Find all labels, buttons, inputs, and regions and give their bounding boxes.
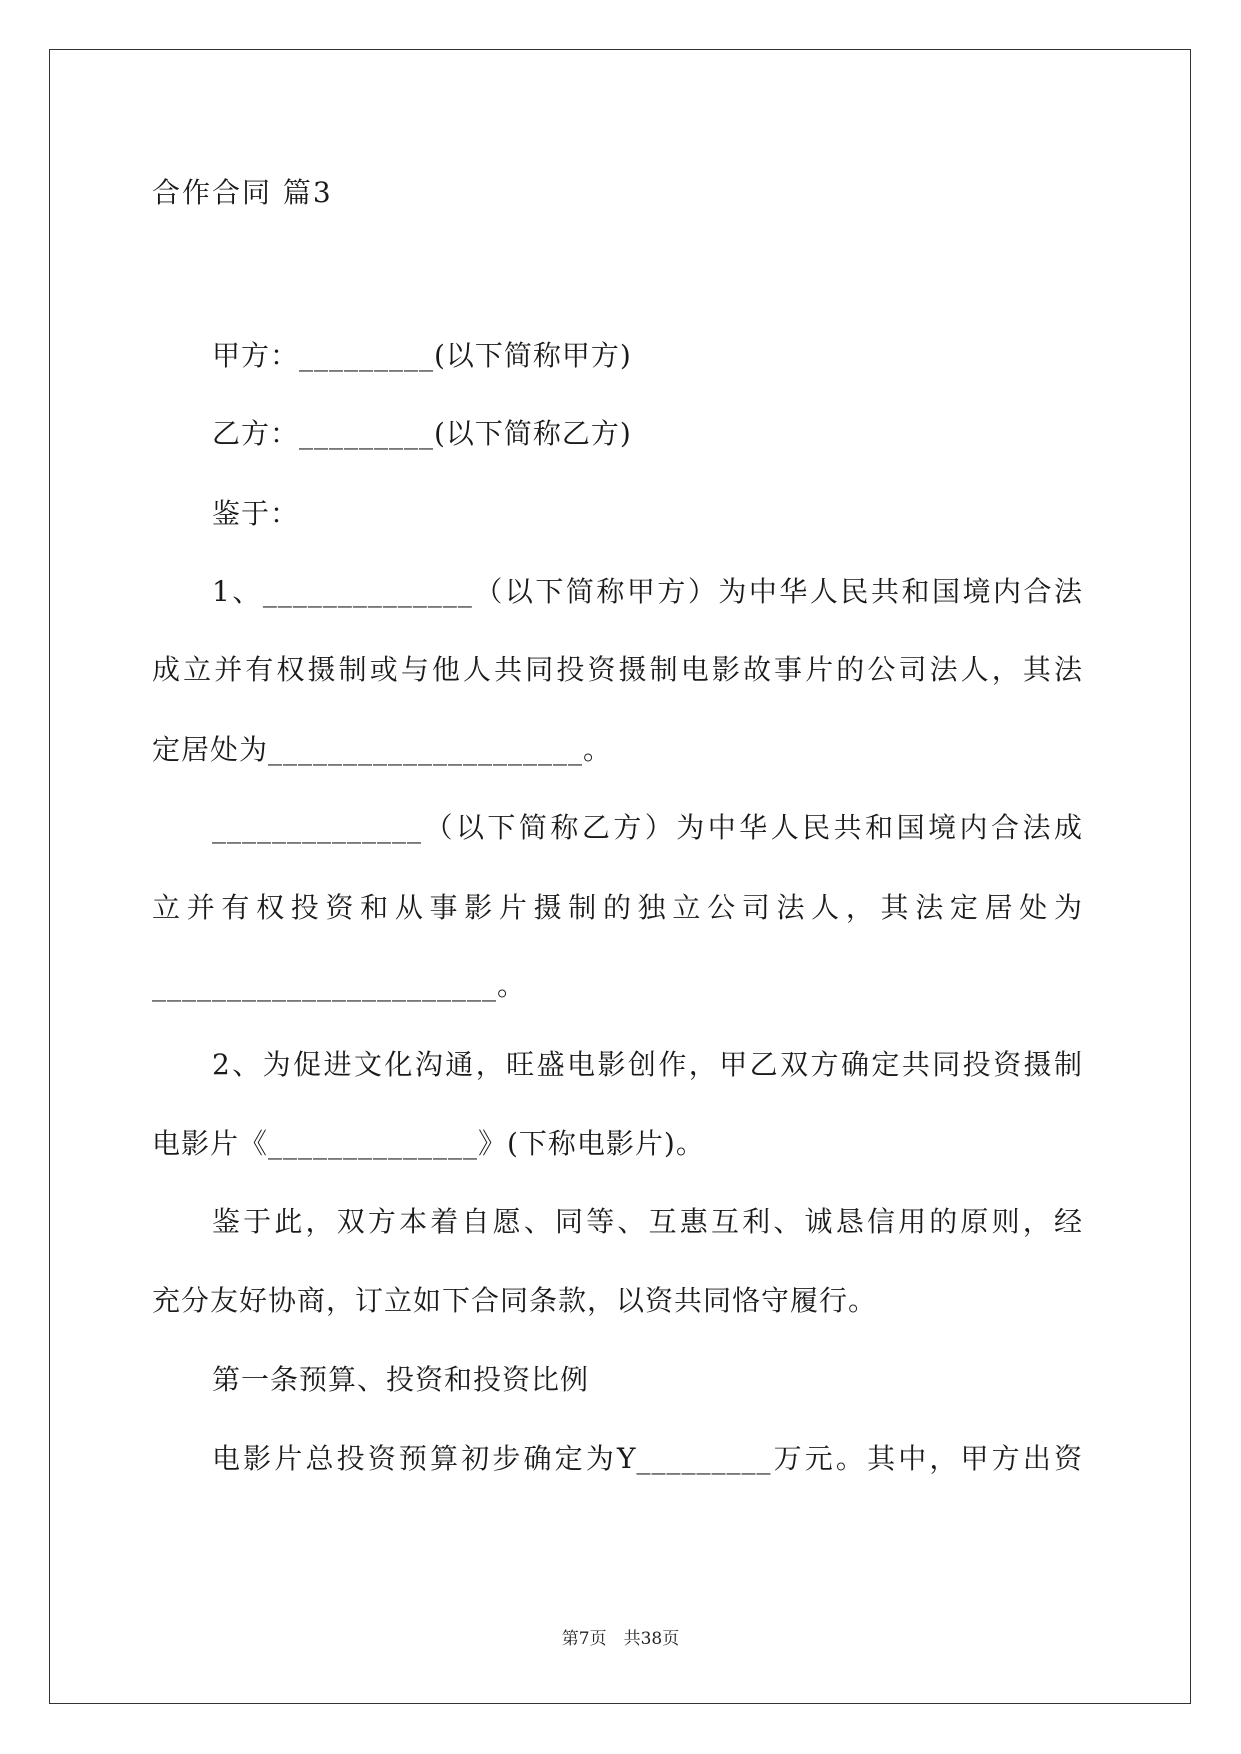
clause-1-line-3: 定居处为_____________________。 [152,733,613,766]
party-b-desc-line-3: _______________________。 [152,969,527,1002]
party-b-line: 乙方：_________(以下简称乙方) [212,417,632,450]
preamble-line-2: 充分友好协商，订立如下合同条款，以资共同恪守履行。 [152,1284,878,1317]
preamble-line-1: 鉴于此，双方本着自愿、同等、互惠互利、诚恳信用的原则，经 [212,1205,1083,1238]
clause-1-line-1: 1、______________（以下简称甲方）为中华人民共和国境内合法 [212,575,1083,608]
article-1-heading: 第一条预算、投资和投资比例 [212,1363,590,1396]
document-title: 合作合同 篇3 [152,176,333,209]
page-number-footer: 第7页 共38页 [561,1629,680,1649]
article-1-line-1: 电影片总投资预算初步确定为Y_________万元。其中，甲方出资 [212,1442,1083,1475]
party-b-desc-line-2: 立并有权投资和从事影片摄制的独立公司法人，其法定居处为 [152,891,1083,924]
whereas-heading: 鉴于： [212,497,300,530]
party-a-line: 甲方：_________(以下简称甲方) [212,339,632,372]
party-b-desc-line-1: ______________（以下简称乙方）为中华人民共和国境内合法成 [212,811,1083,844]
clause-2-line-2: 电影片《______________》(下称电影片)。 [152,1127,705,1160]
clause-2-line-1: 2、为促进文化沟通，旺盛电影创作，甲乙双方确定共同投资摄制 [212,1048,1083,1081]
clause-1-line-2: 成立并有权摄制或与他人共同投资摄制电影故事片的公司法人，其法 [152,653,1083,686]
